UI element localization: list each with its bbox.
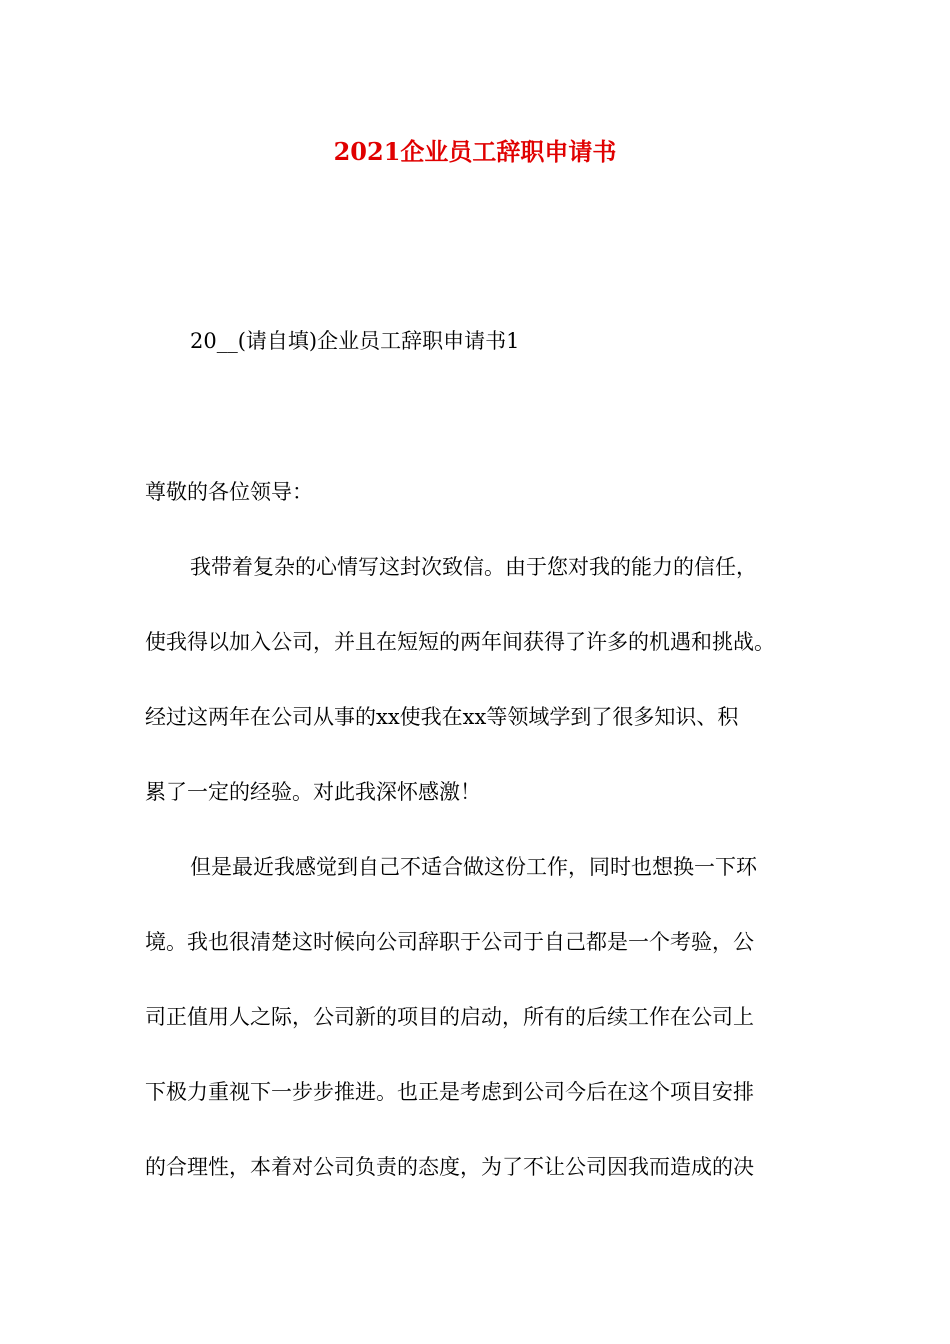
paragraph-2-line-4: 下极力重视下一步步推进。也正是考虑到公司今后在这个项目安排 — [145, 1080, 754, 1104]
paragraph-1-line-1: 我带着复杂的心情写这封次致信。由于您对我的能力的信任， — [190, 555, 757, 579]
paragraph-2-line-3: 司正值用人之际，公司新的项目的启动，所有的后续工作在公司上 — [145, 1005, 754, 1029]
paragraph-2-line-2: 境。我也很清楚这时候向公司辞职于公司于自己都是一个考验，公 — [145, 930, 754, 954]
paragraph-1-line-3: 经过这两年在公司从事的xx使我在xx等领域学到了很多知识、积 — [145, 705, 739, 729]
paragraph-2-line-1: 但是最近我感觉到自己不适合做这份工作，同时也想换一下环 — [190, 855, 757, 879]
document-title: 2021企业员工辞职申请书 — [333, 137, 617, 166]
paragraph-1-line-4: 累了一定的经验。对此我深怀感激！ — [145, 780, 481, 804]
document-subtitle: 20__(请自填)企业员工辞职申请书1 — [190, 329, 520, 353]
salutation: 尊敬的各位领导： — [145, 480, 313, 504]
paragraph-1-line-2: 使我得以加入公司，并且在短短的两年间获得了许多的机遇和挑战。 — [145, 630, 775, 654]
paragraph-2-line-5: 的合理性，本着对公司负责的态度，为了不让公司因我而造成的决 — [145, 1155, 754, 1179]
